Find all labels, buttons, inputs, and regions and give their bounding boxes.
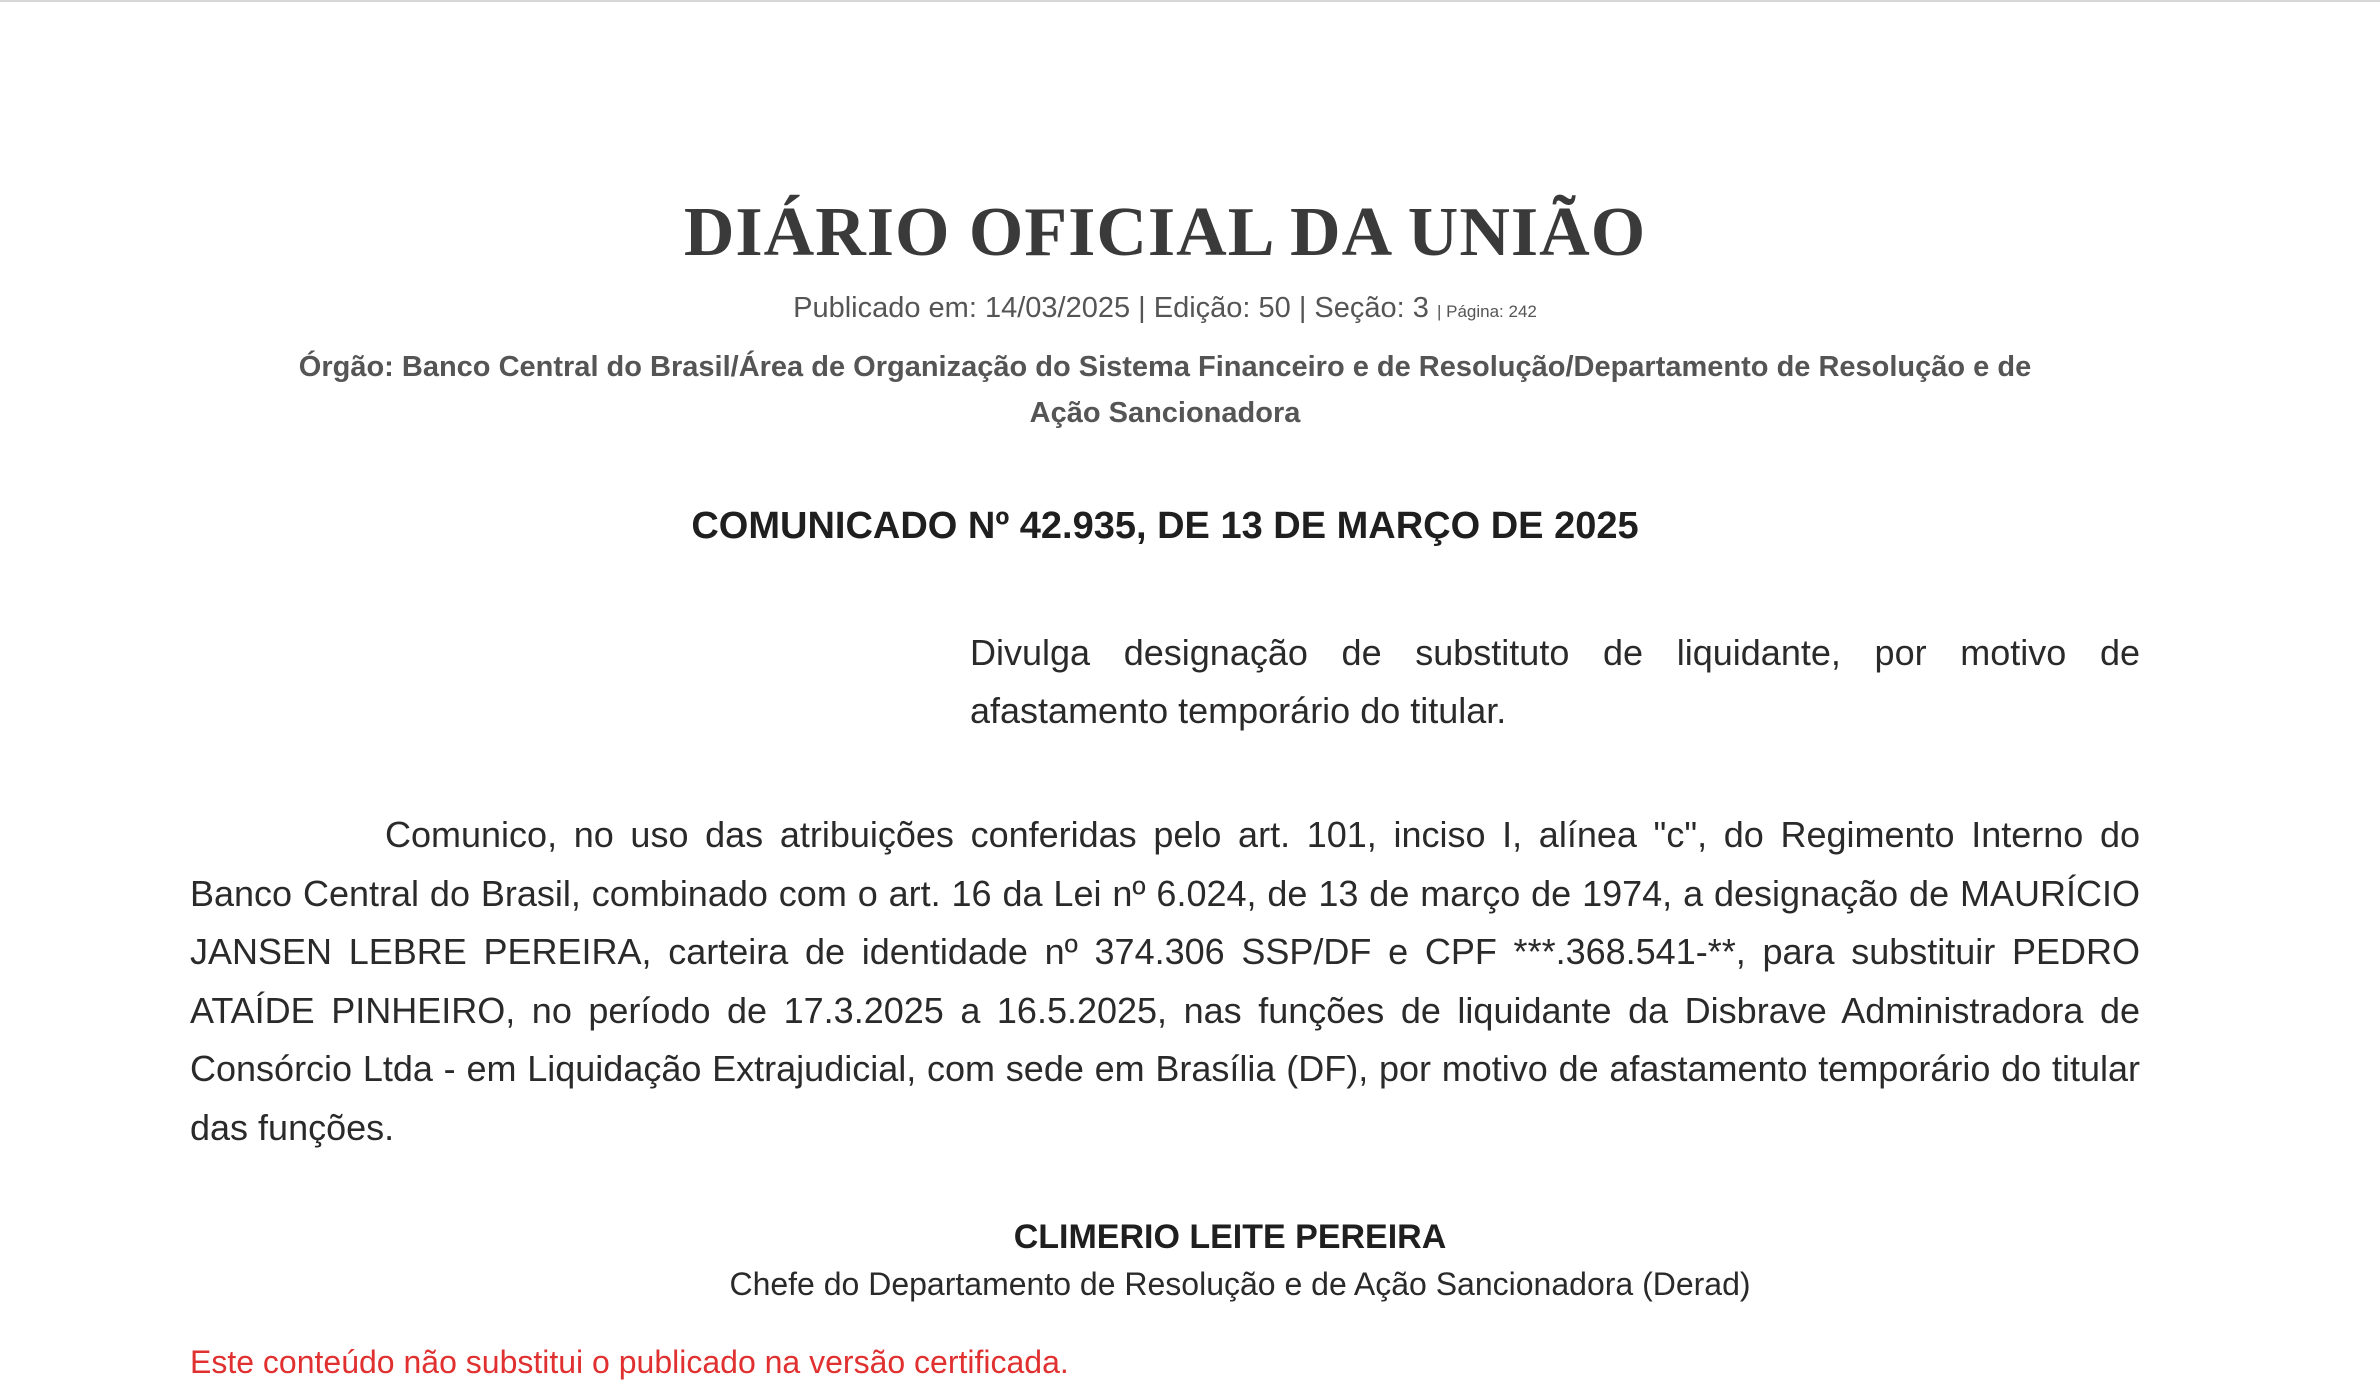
signatory-role: Chefe do Departamento de Resolução e de Ação Sancionadora (Derad) [729, 1266, 1751, 1302]
issuing-agency [190, 344, 2140, 436]
document-title: COMUNICADO Nº 42.935, DE 13 DE MARÇO DE 2025 [691, 505, 1639, 547]
top-divider [0, 0, 2380, 2]
agency-line-1: Órgão: Banco Central do Brasil/Área de Organização do Sistema Financeiro e de Resolução/Departamento de Resolução e de [298, 351, 2032, 383]
agency-line-2: Ação Sancionadora [1029, 397, 1301, 429]
signatory-name: CLIMERIO LEITE PEREIRA [1013, 1218, 1447, 1256]
page-number: | Página: 242 [1436, 302, 1537, 321]
document-summary: Divulga designação de substituto de liquidante, por motivo de afastamento temporário do titular. [970, 632, 2140, 731]
publication-details: Publicado em: 14/03/2025 | Edição: 50 | Seção: 3 [793, 292, 1429, 324]
certification-notice: Este conteúdo não substitui o publicado na versão certificada. [190, 1344, 1069, 1380]
masthead-title: DIÁRIO OFICIAL DA UNIÃO [683, 194, 1647, 271]
document-body: Comunico, no uso das atribuições conferidas pelo art. 101, inciso I, alínea "c", do Regimento Interno do Banco Central do Brasil, combinado com o art. 16 da Lei nº 6.024, de 13 de março de 1974, a designação de MAURÍCIO JANSEN LEBRE PEREIRA, carteira de identidade nº 374.306 SSP/DF e CPF ***.368.541-**, para substituir PEDRO ATAÍDE PINHEIRO, no período de 17.3.2025 a 16.5.2025, nas funções de liquidante da Disbrave Administradora de Consórcio Ltda - em Liquidação Extrajudicial, com sede em Brasília (DF), por motivo de afastamento temporário do titular das funções. [190, 814, 2140, 1148]
publication-info [190, 288, 2140, 332]
